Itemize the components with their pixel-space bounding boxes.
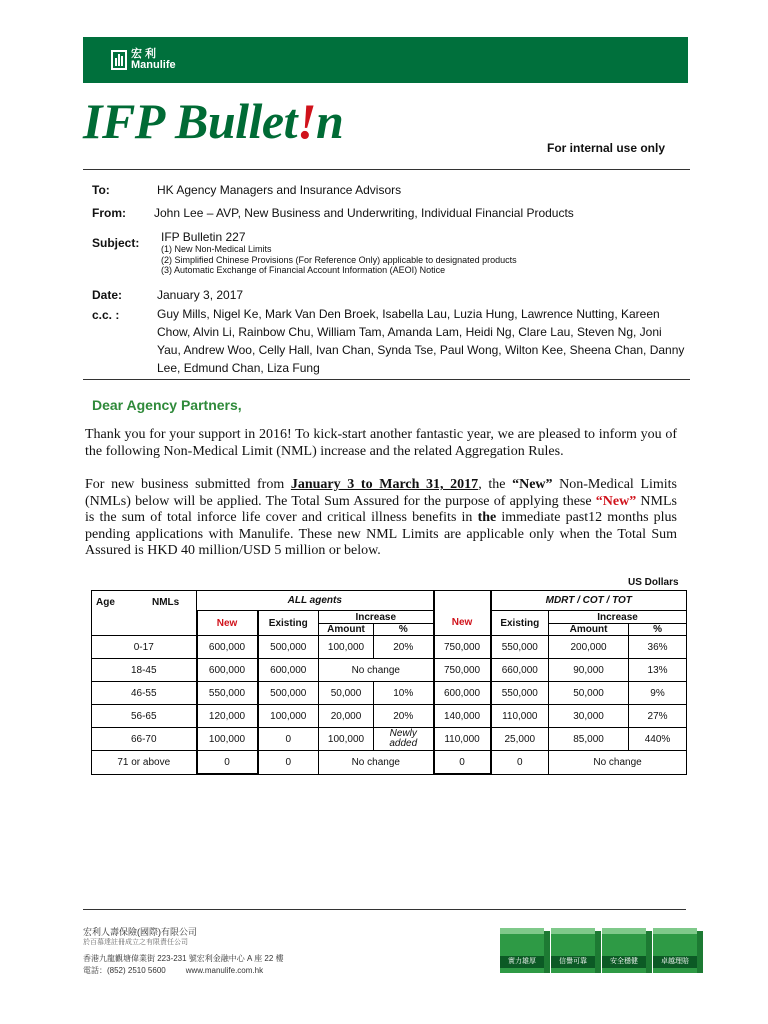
footer-company-name: 宏利人壽保險(國際)有限公司 (83, 927, 197, 937)
subject-title: IFP Bulletin 227 (161, 230, 246, 244)
intro-paragraph: Thank you for your support in 2016! To kick-start another fantastic year, we are pleased to inform you of the following Non-Medical Limit (NML) increase and the related Aggregation Rules. (85, 427, 677, 459)
effective-dates: January 3 to March 31, 2017 (290, 477, 479, 492)
footer-contact: 電話：(852) 2510 5600 www.manulife.com.hk (83, 966, 264, 975)
age-nml-header: Age NMLs (92, 591, 197, 636)
group-mdrt: MDRT / COT / TOT (491, 591, 687, 611)
nml-paragraph: For new business submitted from January 3 to March 31, 2017, the “New” Non-Medical Limits (NMLs) below will be applied. The Total Sum Assured for the purpose of applying these “New” NMLs is the sum of total inforce life cover and critical illness benefits in the immediate past12 months plus pending applications with Manulife. These new NML Limits are applicable only when the Total Sum Assured is HKD 40 million/USD 5 million or below. (85, 477, 677, 558)
divider-top (83, 169, 690, 170)
col-pct-mdrt: % (629, 624, 687, 636)
manulife-logo (111, 49, 176, 71)
subject-block (161, 231, 517, 276)
date-value: January 3, 2017 (157, 288, 244, 302)
nml-table (91, 590, 687, 775)
logo-english-name: Manulife (131, 59, 176, 71)
currency-label: US Dollars (628, 577, 679, 588)
footer-website: www.manulife.com.hk (185, 966, 264, 975)
table-row: 0-17 600,000 500,000 100,000 20% 750,000 550,000 200,000 36% (92, 636, 687, 659)
col-increase-all: Increase (319, 611, 434, 624)
cube-icon: 信譽可靠 (551, 928, 595, 973)
subject-item-1: (1) New Non-Medical Limits (161, 244, 272, 254)
cube-icon: 實力雄厚 (500, 928, 544, 973)
col-increase-mdrt: Increase (549, 611, 687, 624)
divider-footer (83, 909, 686, 910)
from-label: From: (92, 206, 126, 220)
subject-item-3: (3) Automatic Exchange of Financial Account Information (AEOI) Notice (161, 265, 446, 275)
col-pct-all: % (374, 624, 434, 636)
table-row: 66-70 100,000 0 100,000 Newly added 110,000 25,000 85,000 440% (92, 728, 687, 751)
logo-chinese-name: 宏利 (131, 48, 159, 60)
header-banner (83, 37, 688, 83)
footer-address: 香港九龍觀塘偉業街 223-231 號宏利金融中心 A 座 22 樓 (83, 954, 284, 963)
footer-company-note: 於百慕達註冊成立之有限責任公司 (83, 939, 188, 946)
greeting: Dear Agency Partners, (92, 397, 242, 413)
to-value: HK Agency Managers and Insurance Advisors (157, 183, 402, 197)
subject-item-2: (2) Simplified Chinese Provisions (For Reference Only) applicable to designated products (161, 254, 517, 265)
manulife-logo-icon (111, 50, 127, 70)
col-amount-mdrt: Amount (549, 624, 629, 636)
internal-use-note: For internal use only (547, 141, 666, 155)
cc-value: Guy Mills, Nigel Ke, Mark Van Den Broek, Isabella Lau, Luzia Hung, Lawrence Nutting, Kareen Chow, Alvin Li, Rainbow Chu, William Tam, Amanda Lam, Heidi Ng, Clare Lau, Steven Ng, Joni Yau, Andrew Woo, Celly Hall, Ivan Chan, Synda Tse, Paul Wong, Wilton Kee, Sheena Chan, Danny Lee, Edmund Chan, Liza Fung (157, 307, 685, 375)
col-new-mdrt: New (434, 611, 491, 636)
table-row: 56-65 120,000 100,000 20,000 20% 140,000 110,000 30,000 27% (92, 705, 687, 728)
table-row: 71 or above 0 0 No change 0 0 No change (92, 751, 687, 775)
divider-memo (83, 379, 690, 380)
bulletin-title: IFP Bullet!n (83, 93, 344, 149)
table-row: 18-45 600,000 600,000 No change 750,000 660,000 90,000 13% (92, 659, 687, 682)
cube-icon: 安全穩健 (602, 928, 646, 973)
cube-icon: 卓越理賠 (653, 928, 697, 973)
date-label: Date: (92, 288, 123, 302)
cc-label: c.c. : (92, 308, 120, 322)
table-row: 46-55 550,000 500,000 50,000 10% 600,000 550,000 50,000 9% (92, 682, 687, 705)
col-existing-all: Existing (258, 611, 319, 636)
from-value: John Lee – AVP, New Business and Underwriting, Individual Financial Products (154, 206, 574, 220)
to-label: To: (92, 183, 110, 197)
col-new-all: New (197, 611, 258, 636)
group-all-agents: ALL agents (197, 591, 434, 611)
subject-label: Subject: (92, 236, 140, 250)
col-amount-all: Amount (319, 624, 374, 636)
col-existing-mdrt: Existing (491, 611, 549, 636)
